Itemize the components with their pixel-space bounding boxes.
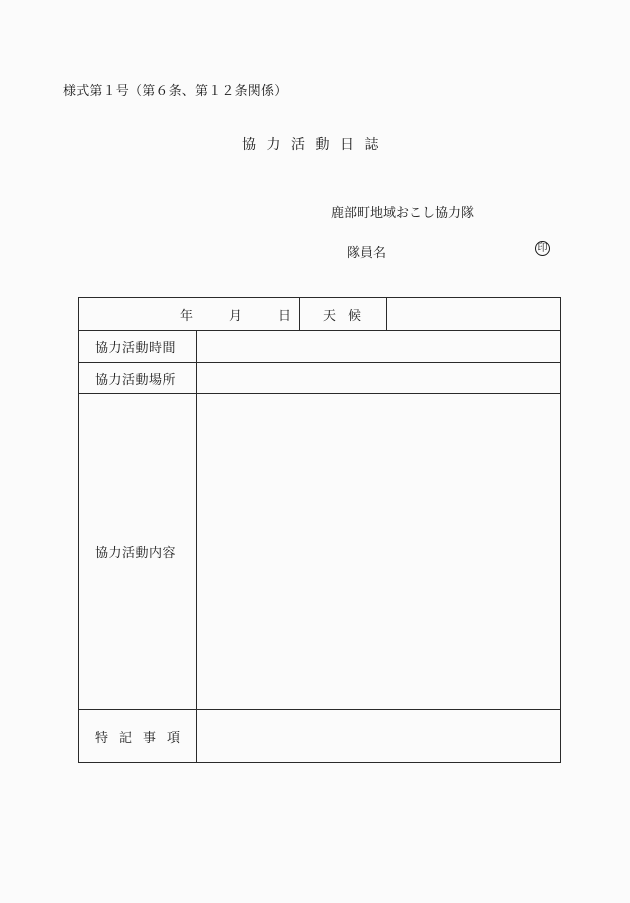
activity-content-field[interactable]	[197, 394, 561, 710]
notes-label: 特記事項	[79, 710, 197, 763]
notes-row	[79, 710, 561, 763]
month-label: 月	[228, 308, 242, 324]
activity-time-field[interactable]	[197, 331, 561, 363]
date-weather-row	[79, 298, 561, 331]
activity-place-field[interactable]	[197, 363, 561, 394]
activity-place-row	[79, 363, 561, 394]
form-number: 様式第１号（第６条、第１２条関係）	[63, 84, 288, 99]
organization-name: 鹿部町地域おこし協力隊	[331, 206, 475, 221]
document-title: 協力活動日誌	[242, 137, 389, 153]
seal-icon: 印	[535, 241, 550, 256]
activity-content-row	[79, 394, 561, 710]
activity-time-label: 協力活動時間	[79, 331, 197, 363]
activity-log-table	[78, 297, 561, 763]
activity-content-label: 協力活動内容	[79, 394, 197, 710]
weather-label: 天候	[300, 298, 387, 331]
member-name-label: 隊員名	[347, 246, 387, 261]
day-label: 日	[278, 308, 292, 324]
activity-place-label: 協力活動場所	[79, 363, 197, 394]
activity-time-row	[79, 331, 561, 363]
date-field[interactable]	[79, 298, 300, 331]
weather-field[interactable]	[387, 298, 561, 331]
year-label: 年	[179, 308, 193, 324]
notes-field[interactable]	[197, 710, 561, 763]
